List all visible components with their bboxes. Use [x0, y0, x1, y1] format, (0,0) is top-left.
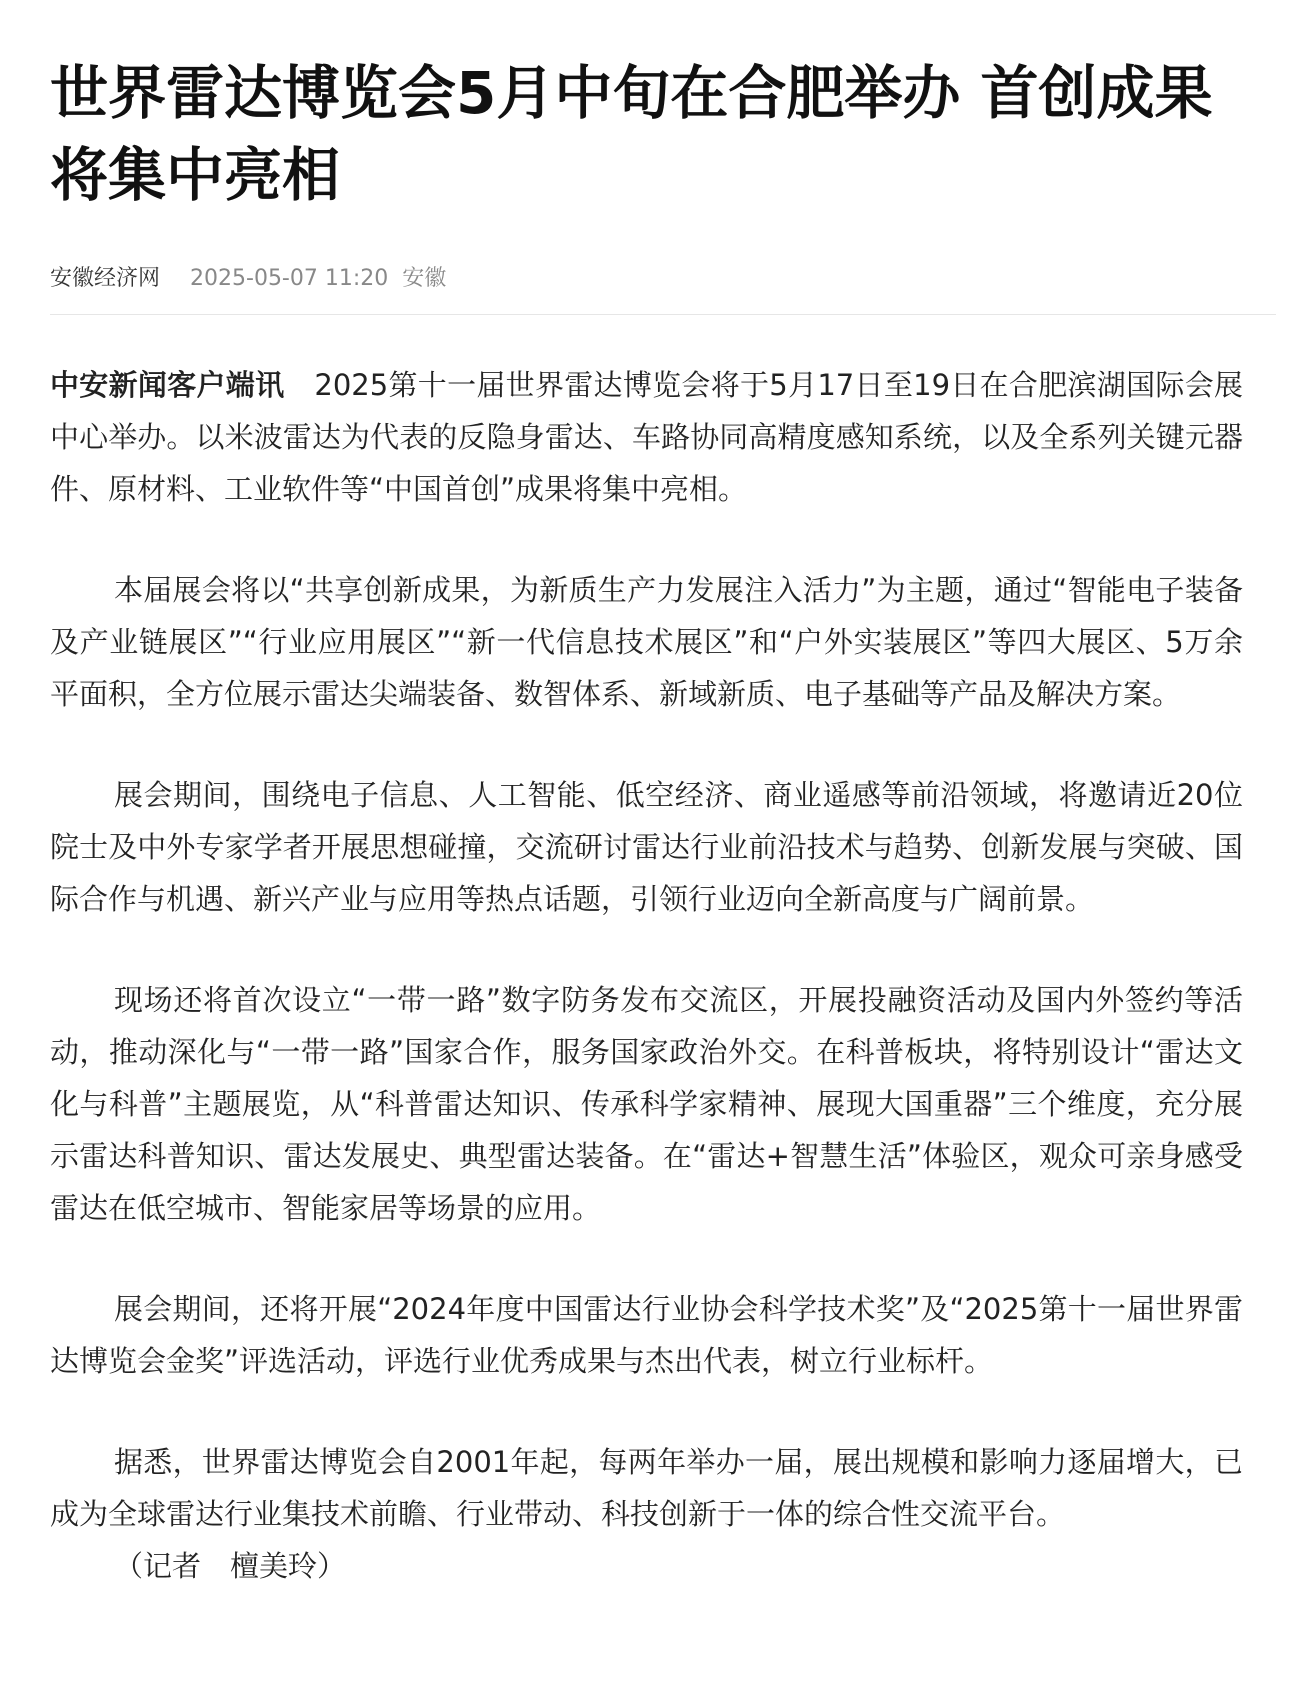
paragraph: 现场还将首次设立“一带一路”数字防务发布交流区，开展投融资活动及国内外签约等活动，推动深化与“一带一路”国家合作，服务国家政治外交。在科普板块，将特别设计“雷达文化与科普”主题展览，从“科普雷达知识、传承科学家精神、展现大国重器”三个维度，充分展示雷达科普知识、雷达发展史、典型雷达装备。在“雷达+智慧生活”体验区，观众可亲身感受雷达在低空城市、智能家居等场景的应用。 — [50, 983, 1243, 1225]
article-body — [50, 359, 1243, 1592]
lead-label: 中安新闻客户端讯 — [50, 368, 285, 402]
paragraph-text: 据悉，世界雷达博览会自2001年起，每两年举办一届，展出规模和影响力逐届增大，已成为全球雷达行业集技术前瞻、行业带动、科技创新于一体的综合性交流平台。 — [50, 1445, 1243, 1531]
paragraph-lead — [50, 359, 1243, 515]
paragraph-last — [50, 1436, 1243, 1592]
byline: （记者 檀美玲） — [114, 1549, 347, 1583]
article-meta — [50, 264, 1243, 294]
paragraph-text: 2025第十一届世界雷达博览会将于5月17日至19日在合肥滨湖国际会展中心举办。以米波雷达为代表的反隐身雷达、车路协同高精度感知系统，以及全系列关键元器件、原材料、工业软件等“中国首创”成果将集中亮相。 — [50, 368, 1243, 506]
paragraph: 本届展会将以“共享创新成果，为新质生产力发展注入活力”为主题，通过“智能电子装备及产业链展区”“行业应用展区”“新一代信息技术展区”和“户外实装展区”等四大展区、5万余平面积，全方位展示雷达尖端装备、数智体系、新域新质、电子基础等产品及解决方案。 — [50, 573, 1243, 711]
paragraph: 展会期间，还将开展“2024年度中国雷达行业协会科学技术奖”及“2025第十一届世界雷达博览会金奖”评选活动，评选行业优秀成果与杰出代表，树立行业标杆。 — [50, 1292, 1243, 1378]
region-label: 安徽 — [402, 266, 447, 291]
source-name[interactable]: 安徽经济网 — [50, 266, 161, 291]
header-divider — [50, 314, 1276, 315]
publish-date: 2025-05-07 11:20 — [190, 266, 389, 291]
article-title: 世界雷达博览会5月中旬在合肥举办 首创成果将集中亮相 — [50, 59, 1213, 209]
paragraph: 展会期间，围绕电子信息、人工智能、低空经济、商业遥感等前沿领域，将邀请近20位院士及中外专家学者开展思想碰撞，交流研讨雷达行业前沿技术与趋势、创新发展与突破、国际合作与机遇、新兴产业与应用等热点话题，引领行业迈向全新高度与广阔前景。 — [50, 778, 1243, 916]
